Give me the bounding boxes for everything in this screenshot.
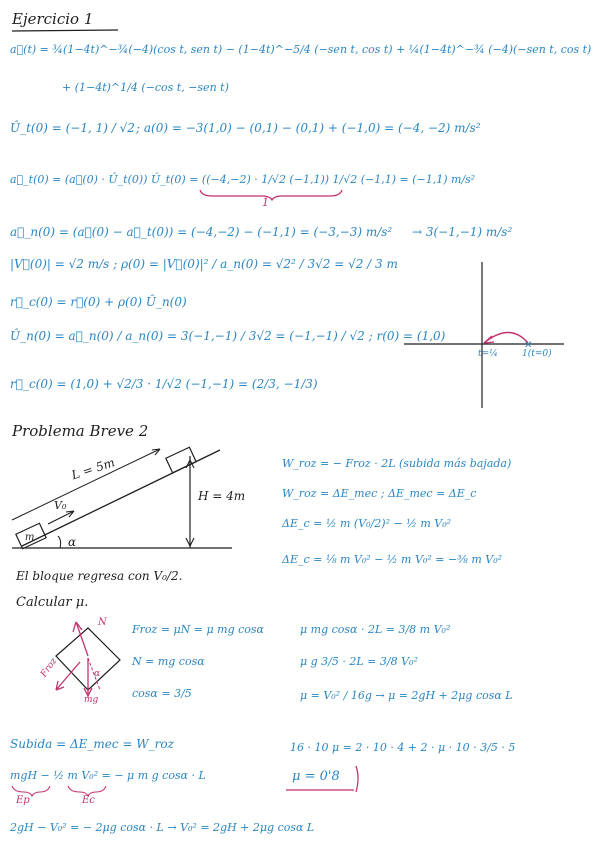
fbd-normal-arrow [76,622,88,656]
fbd-friction-label: Froz [39,656,60,680]
friction-force-line: Froz = μN = μ mg cosα [132,623,264,636]
incline-angle-label: α [68,535,77,549]
friction-work-line: W_roz = − Froz · 2L (subida más bajada) [282,457,512,470]
graph-start-mark: ✕ [524,340,533,351]
kinetic-energy-change-line2: ΔE_c = ⅛ m V₀² − ½ m V₀² = −⅜ m V₀² [282,553,503,566]
fbd-component-line [88,658,100,690]
trajectory-graph [404,262,564,408]
ep-underbrace [12,786,50,796]
normal-accel-alternative: → 3(−1,−1) m/s² [412,225,513,239]
center-curvature-expression: r⃗_c(0) = r⃗(0) + ρ(0) Û_n(0) [10,295,187,309]
calculate-mu-statement: Calcular μ. [16,595,89,610]
cos-alpha-line: cosα = 3/5 [132,687,192,700]
initial-velocity-label: V₀ [54,499,67,512]
tangential-underbrace [200,190,342,200]
center-curvature-result: r⃗_c(0) = (1,0) + √2/3 · 1/√2 (−1,−1) = (2/3, −1/3) [10,377,318,391]
speed-radius-expression: |V⃗(0)| = √2 m/s ; ρ(0) = |V⃗(0)|² / a_n(0) = √2² / 3√2 = √2 / 3 m [10,257,398,271]
tangential-accel-expression: a⃗_t(0) = (a⃗(0) · Û_t(0)) Û_t(0) = ((−4,−2) · 1/√2 (−1,1)) 1/√2 (−1,1) = (−1,1) m/s² [10,173,476,186]
unit-tangent-expression: Û_t(0) = (−1, 1) / √2 [10,121,135,135]
incline-diagram [12,447,232,548]
returns-statement: El bloque regresa con V₀/2. [16,569,183,583]
kinetic-energy-change-line1: ΔE_c = ½ m (V₀/2)² − ½ m V₀² [282,517,452,530]
normal-force-line: N = mg cosα [132,655,205,668]
ascent-energy-equation: mgH − ½ m V₀² = − μ m g cosα · L [10,769,206,782]
free-body-diagram [56,622,120,696]
accel-equation-line1: a⃗(t) = ¾(1−4t)^−¾(−4)(cos t, sen t) − (1−4t)^−5/4 (−sen t, cos t) + ¼(1−4t)^−¾ (−4)(−sen t, cos t) [10,43,592,56]
incline-height-label: H = 4m [198,489,246,503]
block-top [166,447,196,472]
numeric-substitution: 16 · 10 μ = 2 · 10 · 4 + 2 · μ · 10 · 3/5 · 5 [290,741,516,754]
fbd-normal-label: N [98,617,107,628]
kinetic-energy-label: Ec [82,795,95,806]
problem-2-heading: Problema Breve 2 [12,422,149,440]
unit-normal-expression: Û_n(0) = a⃗_n(0) / a_n(0) = 3(−1,−1) / 3√2 = (−1,−1) / √2 ; r(0) = (1,0) [10,329,446,343]
mu-derivation-step1: μ mg cosα · 2L = 3/8 m V₀² [300,623,451,636]
heading-underline [12,30,118,31]
mu-derivation-step2: μ g 3/5 · 2L = 3/8 V₀² [300,655,418,668]
block-mass-label: m [25,532,35,543]
fbd-weight-label: mg [84,695,99,705]
mu-result: μ = 0'8 [292,769,340,784]
tangential-underbrace-value: 1 [262,196,269,209]
fbd-angle-label: α [94,669,101,679]
angle-arc [58,536,61,548]
mu-derivation-step3: μ = V₀² / 16g → μ = 2gH + 2μg cosα L [300,689,513,702]
graph-label-t-quarter: t=¼ [478,349,498,359]
ec-underbrace [68,786,106,796]
normal-accel-expression: a⃗_n(0) = (a⃗(0) − a⃗_t(0)) = (−4,−2) − (−1,1) = (−3,−3) m/s² [10,225,393,239]
length-dimension-line [12,449,160,520]
graph-label-t-zero: 1(t=0) [522,349,552,359]
final-velocity-equation: 2gH − V₀² = − 2μg cosα · L → V₀² = 2gH + 2μg cosα L [10,821,315,834]
acceleration-at-zero: ; a(0) = −3(1,0) − (0,1) − (0,1) + (−1,0) = (−4, −2) m/s² [136,121,481,135]
incline-length-label: L = 5m [69,455,117,483]
ascent-energy-line: Subida = ΔE_mec = W_roz [10,737,174,751]
work-energy-line: W_roz = ΔE_mec ; ΔE_mec = ΔE_c [282,487,477,500]
fbd-friction-arrow [56,662,80,690]
exercise-1-heading: Ejercicio 1 [12,10,94,28]
mu-result-box [286,766,358,792]
potential-energy-label: Ep [16,795,30,806]
accel-equation-line2: + (1−4t)^1/4 (−cos t, −sen t) [62,81,229,94]
